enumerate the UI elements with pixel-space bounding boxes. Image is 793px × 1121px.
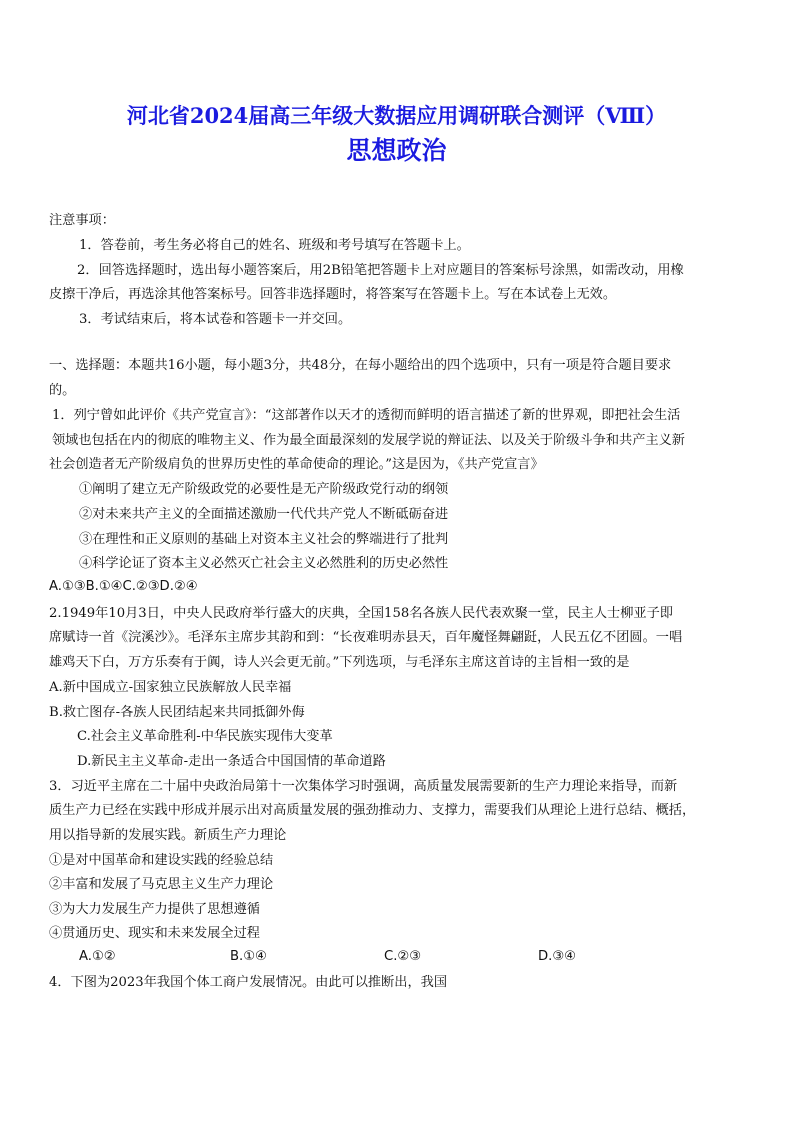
notice-item-1: 1．答卷前，考生务必将自己的姓名、班级和考号填写在答题卡上。 (79, 238, 470, 253)
subject-title: 思想政治 (346, 136, 447, 165)
q3-stem-line-3: 用以指导新的发展实践。新质生产力理论 (49, 828, 287, 843)
notice-item-3: 3．考试结束后，将本试卷和答题卡一并交回。 (79, 312, 352, 327)
q1-statement-3: ③在理性和正义原则的基础上对资本主义社会的弊端进行了批判 (79, 532, 449, 547)
notice-heading: 注意事项： (49, 213, 115, 228)
notice-item-2-cont: 皮擦干净后，再选涂其他答案标号。回答非选择题时，将答案写在答题卡上。写在本试卷上无效。 (49, 287, 617, 302)
q2-stem-line-2: 席赋诗一首《浣溪沙》。毛泽东主席步其韵和到：“长夜难明赤县天，百年魔怪舞翩跹，人民五亿不团圆。一唱 (49, 630, 683, 645)
q2-stem-line-1: 2.1949年10月3日，中央人民政府举行盛大的庆典，全国158名各族人民代表欢聚一堂，民主人士柳亚子即 (49, 606, 673, 621)
exam-title: 河北省2024届高三年级大数据应用调研联合测评（Ⅷ） (126, 103, 667, 128)
q3-statement-4: ④贯通历史、现实和未来发展全过程 (49, 926, 260, 941)
q3-statement-1: ①是对中国革命和建设实践的经验总结 (49, 853, 274, 868)
q3-option-a: A.①② (79, 949, 116, 964)
q3-option-d: D.③④ (538, 949, 576, 964)
q1-stem-line-1: 1．列宁曾如此评价《共产党宣言》：“这部著作以天才的透彻而鲜明的语言描述了新的世界观，即把社会生活 (52, 408, 681, 423)
q4-stem: 4．下图为2023年我国个体工商户发展情况。由此可以推断出，我国 (49, 975, 448, 990)
q2-option-a: A.新中国成立-国家独立民族解放人民幸福 (49, 680, 292, 695)
q3-stem-line-2: 质生产力已经在实践中形成并展示出对高质量发展的强劲推动力、支撑力，需要我们从理论上进行总结、概括， (49, 803, 696, 818)
section-intro: 一、选择题：本题共16小题，每小题3分，共48分，在每小题给出的四个选项中，只有一项是符合题目要求 (49, 358, 672, 373)
notice-item-2: 2．回答选择题时，选出每小题答案后，用2B铅笔把答题卡上对应题目的答案标号涂黑，如需改动，用橡 (77, 263, 684, 278)
section-intro-cont: 的。 (49, 383, 76, 398)
q1-statement-2: ②对未来共产主义的全面描述激励一代代共产党人不断砥砺奋进 (79, 507, 449, 522)
q3-stem-line-1: 3．习近平主席在二十届中央政治局第十一次集体学习时强调，高质量发展需要新的生产力理论来指导，而新 (49, 779, 678, 794)
q3-statement-3: ③为大力发展生产力提供了思想遵循 (49, 902, 260, 917)
q3-option-b: B.①④ (230, 949, 267, 964)
q2-option-c: C.社会主义革命胜利-中华民族实现伟大变革 (77, 729, 333, 744)
q1-statement-4: ④科学论证了资本主义必然灭亡社会主义必然胜利的历史必然性 (79, 556, 449, 571)
q2-option-d: D.新民主主义革命-走出一条适合中国国情的革命道路 (77, 754, 386, 769)
q3-option-c: C.②③ (384, 949, 422, 964)
q1-stem-line-2: 领域也包括在内的彻底的唯物主义、作为最全面最深刻的发展学说的辩证法、以及关于阶级斗争和共产主义新 (52, 433, 685, 448)
q1-options: A.①③B.①④C.②③D.②④ (49, 579, 198, 594)
q1-stem-line-3: 社会创造者无产阶级肩负的世界历史性的革命使命的理论。”这是因为，《共产党宣言》 (49, 457, 544, 472)
q1-statement-1: ①阐明了建立无产阶级政党的必要性是无产阶级政党行动的纲领 (79, 482, 449, 497)
q2-option-b: B.救亡图存-各族人民团结起来共同抵御外侮 (49, 705, 305, 720)
q3-statement-2: ②丰富和发展了马克思主义生产力理论 (49, 877, 274, 892)
q2-stem-line-3: 雄鸡天下白，万方乐奏有于阗，诗人兴会更无前。”下列选项，与毛泽东主席这首诗的主旨相一致的是 (49, 655, 630, 670)
